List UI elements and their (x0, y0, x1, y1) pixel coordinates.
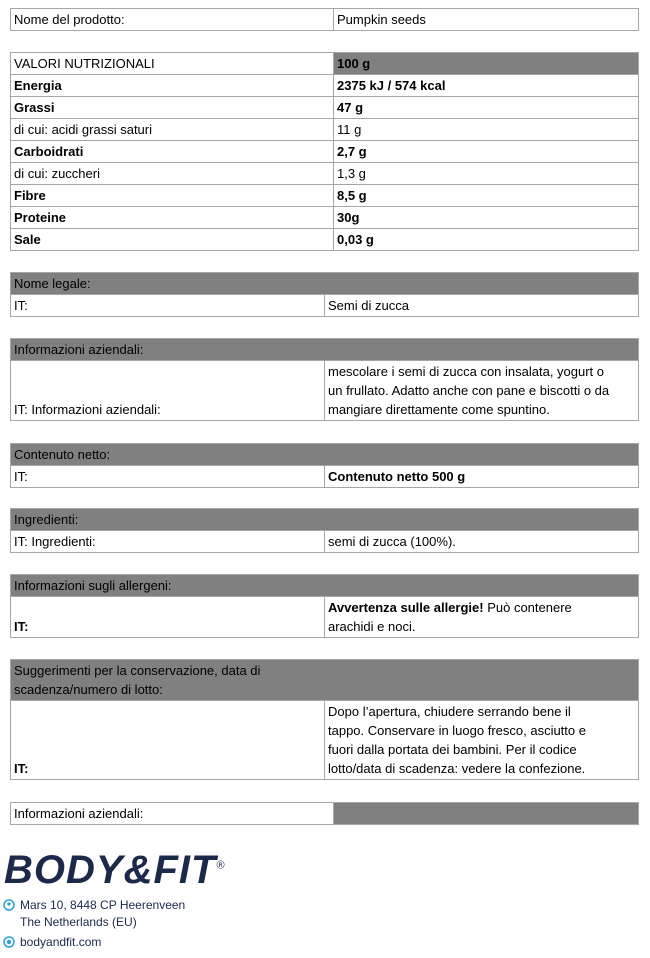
text-line: scadenza/numero di lotto: (14, 682, 163, 697)
allergens-text (325, 597, 639, 638)
net-content-value: Contenuto netto 500 g (325, 466, 639, 488)
text-line: Dopo l’apertura, chiudere serrando bene il (328, 704, 571, 719)
net-content-title: Contenuto netto: (11, 444, 639, 466)
table-row (11, 97, 639, 119)
website[interactable] (3, 935, 101, 949)
legal-name-title: Nome legale: (11, 273, 639, 295)
nutrient-value: 1,3 g (334, 163, 639, 185)
ingredients-table (10, 508, 639, 553)
product-value: Pumpkin seeds (334, 9, 639, 31)
nutrient-label: Grassi (11, 97, 334, 119)
allergens-label: IT: (11, 597, 325, 638)
brand-logo (4, 848, 226, 893)
nutrient-value: 47 g (334, 97, 639, 119)
text-line: arachidi e noci. (328, 619, 416, 634)
text-line: tappo. Conservare in luogo fresco, asciutto e (328, 723, 586, 738)
registered-mark: ® (216, 859, 226, 872)
company-footer-title: Informazioni aziendali: (11, 803, 334, 825)
legal-name-table (10, 272, 639, 317)
allergy-warning: Avvertenza sulle allergie! (328, 600, 484, 615)
nutrient-value: 8,5 g (334, 185, 639, 207)
table-row (11, 163, 639, 185)
company-info-label: IT: Informazioni aziendali: (11, 361, 325, 421)
text-line: Suggerimenti per la conservazione, data di (14, 663, 261, 678)
product-table (10, 8, 639, 31)
nutrient-label: di cui: acidi grassi saturi (11, 119, 334, 141)
table-row (11, 141, 639, 163)
nutrient-label: di cui: zuccheri (11, 163, 334, 185)
text-line: mescolare i semi di zucca con insalata, yogurt o (328, 364, 605, 379)
allergens-table (10, 574, 639, 638)
table-row (11, 75, 639, 97)
location-pin-icon (3, 899, 15, 911)
allergy-text: Può contenere (483, 600, 572, 615)
storage-label: IT: (11, 701, 325, 780)
table-row (11, 229, 639, 251)
globe-icon (3, 936, 15, 948)
company-footer-value (334, 803, 639, 825)
text-line: fuori dalla portata dei bambini. Per il codice (328, 742, 577, 757)
address-text: Mars 10, 8448 CP Heerenveen (20, 898, 186, 912)
text-line: mangiare direttamente come spuntino. (328, 402, 550, 417)
nutrient-label: Energia (11, 75, 334, 97)
nutrient-value: 11 g (334, 119, 639, 141)
allergens-title: Informazioni sugli allergeni: (11, 575, 639, 597)
address-line2: The Netherlands (EU) (20, 915, 137, 929)
ingredients-label: IT: Ingredienti: (11, 531, 325, 553)
brand-logo-text: BODY&FIT (4, 848, 217, 892)
table-row (11, 185, 639, 207)
nutrient-label: Carboidrati (11, 141, 334, 163)
storage-text (325, 701, 639, 780)
storage-table (10, 659, 639, 780)
ingredients-title: Ingredienti: (11, 509, 639, 531)
table-row (11, 119, 639, 141)
nutrient-value: 30g (334, 207, 639, 229)
company-footer-table (10, 802, 639, 825)
nutrient-label: Fibre (11, 185, 334, 207)
nutrient-value: 0,03 g (334, 229, 639, 251)
nutrient-label: Proteine (11, 207, 334, 229)
address-line1 (3, 898, 185, 912)
legal-name-label: IT: (11, 295, 325, 317)
nutrient-value: 2375 kJ / 574 kcal (334, 75, 639, 97)
legal-name-value: Semi di zucca (325, 295, 639, 317)
text-line: un frullato. Adatto anche con pane e biscotti o da (328, 383, 610, 398)
nutrition-table (10, 52, 639, 251)
nutrition-header-label: VALORI NUTRIZIONALI (11, 53, 334, 75)
company-info-title: Informazioni aziendali: (11, 339, 639, 361)
nutrient-value: 2,7 g (334, 141, 639, 163)
storage-title (11, 660, 639, 701)
text-line: lotto/data di scadenza: vedere la confezione. (328, 761, 586, 776)
website-link[interactable]: bodyandfit.com (20, 935, 102, 949)
company-info-text (325, 361, 639, 421)
product-label: Nome del prodotto: (11, 9, 334, 31)
net-content-label: IT: (11, 466, 325, 488)
text-line (328, 598, 635, 617)
nutrition-header-value: 100 g (334, 53, 639, 75)
net-content-table (10, 443, 639, 488)
nutrient-label: Sale (11, 229, 334, 251)
company-info-table (10, 338, 639, 421)
ingredients-value: semi di zucca (100%). (325, 531, 639, 553)
table-row (11, 207, 639, 229)
